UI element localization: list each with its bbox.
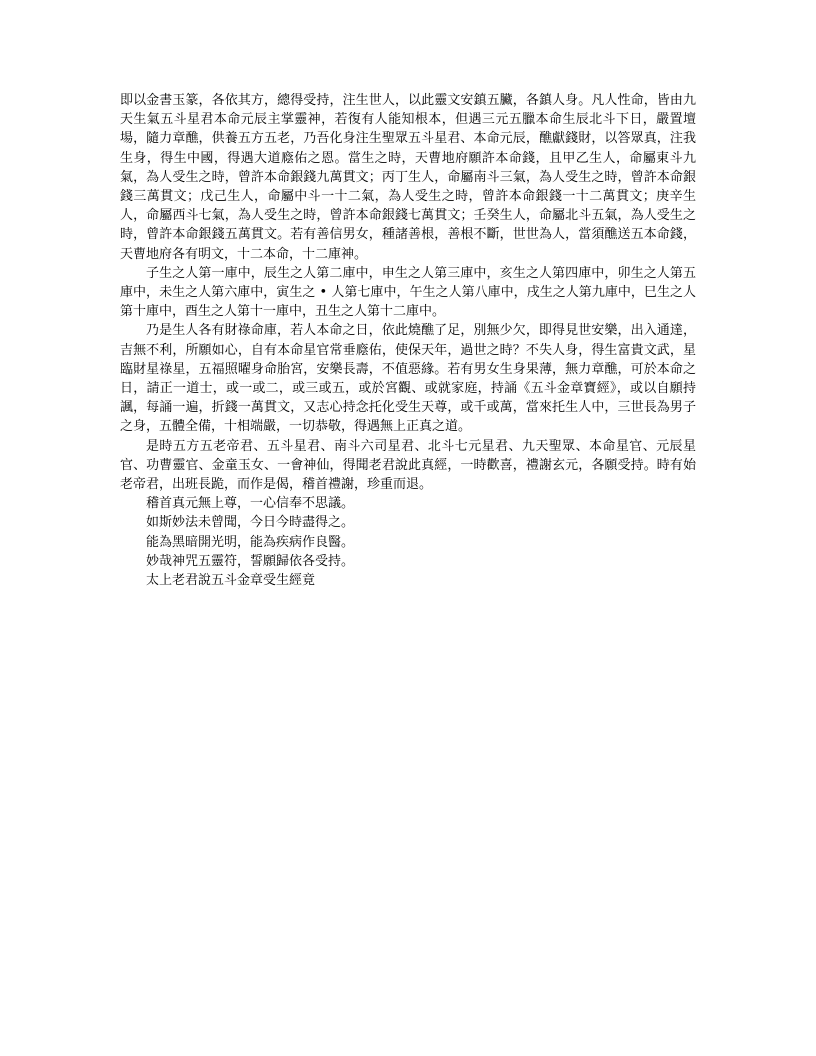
verse-line-2: 如斯妙法未曾聞，今日今時盡得之。 <box>146 515 355 531</box>
closing-line: 太上老君說五斗金章受生經竟 <box>146 573 316 589</box>
paragraph-4: 是時五方五老帝君、五斗星君、南斗六司星君、北斗七元星君、九天聖眾、本命星官、元辰星官、功曹靈官、金童玉女、一會神仙，得聞老君說此真經，一時歡喜，禮謝玄元，各願受持。時有始老帝君，出班長跪，而作是偈，稽首禮謝，珍重而退。 <box>120 438 696 493</box>
verse-line-3: 能為黑暗開光明，能為疾病作良醫。 <box>146 534 355 550</box>
verse-line-1: 稽首真元無上尊，一心信奉不思議。 <box>146 496 355 512</box>
verse-line-4: 妙哉神咒五靈符，誓願歸依各受持。 <box>146 553 355 569</box>
document-page <box>120 91 696 590</box>
paragraph-1: 即以金書玉篆，各依其方，總得受持，注生世人，以此靈文安鎮五臟，各鎮人身。凡人性命，皆由九天生氣五斗星君本命元辰主掌靈神，若復有人能知根本，但遇三元五臘本命生辰北斗下日，嚴置壇場，隨力章醮，供養五方五老，乃吾化身注生聖眾五斗星君、本命元辰，醮獻錢財，以答眾真，注我生身，得生中國，得遇大道廕佑之恩。當生之時，天曹地府願許本命錢，且甲乙生人，命屬東斗九氣，為人受生之時，曾許本命銀錢九萬貫文；丙丁生人，命屬南斗三氣，為人受生之時，曾許本命銀錢三萬貫文；戊己生人，命屬中斗一十二氣，為人受生之時，曾許本命銀錢一十二萬貫文；庚辛生人，命屬西斗七氣，為人受生之時，曾許本命銀錢七萬貫文；壬癸生人，命屬北斗五氣，為人受生之時，曾許本命銀錢五萬貫文。若有善信男女，種諸善根，善根不斷，世世為人，當須醮送五本命錢，天曹地府各有明文，十二本命，十二庫神。 <box>120 93 696 262</box>
paragraph-3: 乃是生人各有財祿命庫，若人本命之日，依此燒醮了足，別無少欠，即得見世安樂，出入通達，吉無不利，所願如心，自有本命星官常垂廕佑，使保天年，過世之時？不失人身，得生富貴文武，星臨財星祿星，五福照曜身命胎宮，安樂長壽，不值惡緣。若有男女生身果薄，無力章醮，可於本命之日，請正一道士，或一或二，或三或五，或於宮觀、或就家庭，持誦《五斗金章寶經》，或以自願持諷，每誦一遍，折錢一萬貫文，又志心持念托化受生天尊，或千或萬，當來托生人中，三世長為男子之身，五體全備，十相端嚴，一切恭敬，得遇無上正真之道。 <box>120 323 696 435</box>
paragraph-2: 子生之人第一庫中，辰生之人第二庫中，申生之人第三庫中，亥生之人第四庫中，卯生之人第五庫中，未生之人第六庫中，寅生之 • 人第七庫中，午生之人第八庫中，戌生之人第九庫中，巳生之人第十庫中，酉生之人第十一庫中，丑生之人第十二庫中。 <box>120 265 696 320</box>
